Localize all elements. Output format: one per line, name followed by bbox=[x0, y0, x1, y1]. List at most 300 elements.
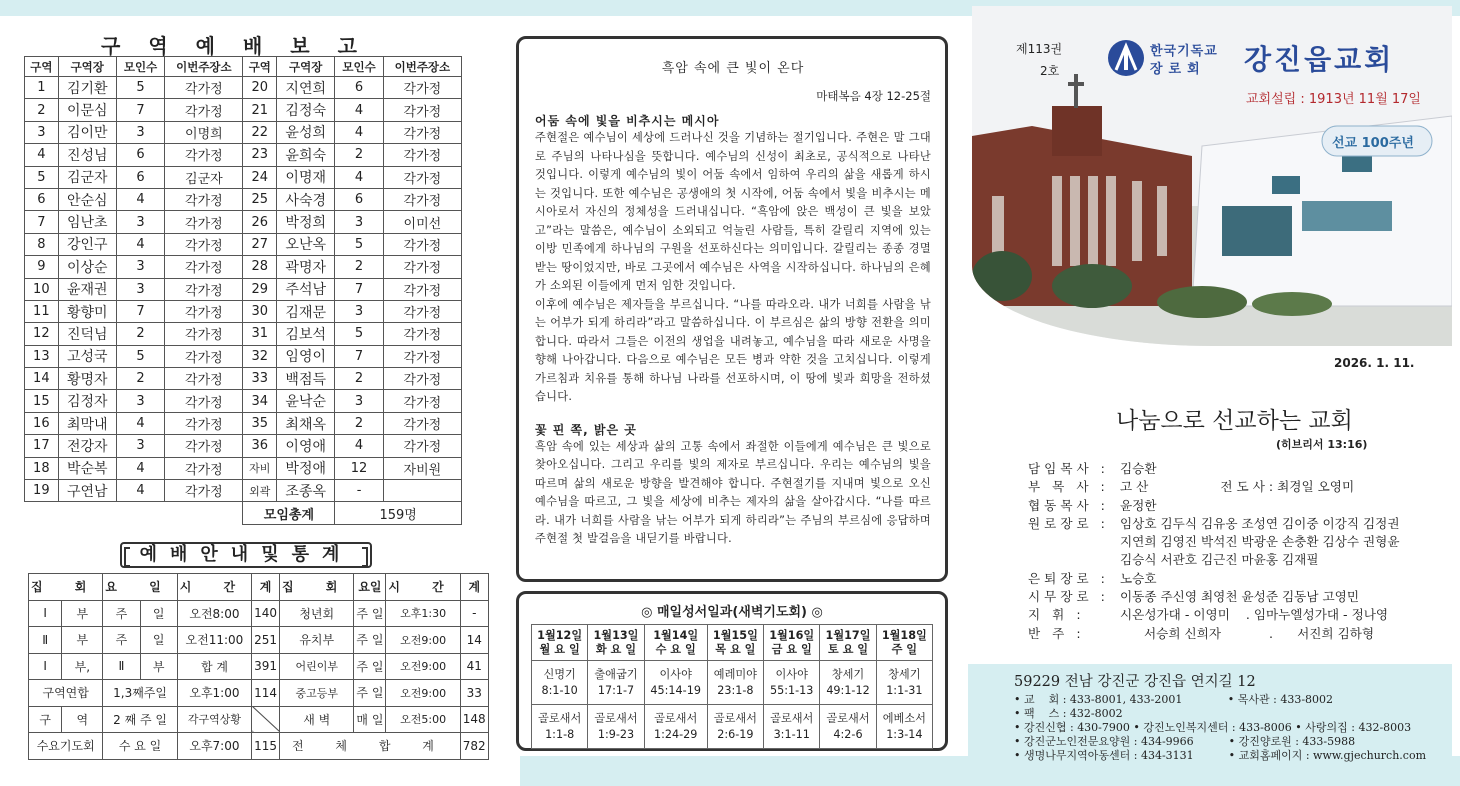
zone-cell: 29 bbox=[243, 278, 277, 300]
sermon-paragraph-1: 주현절은 예수님이 세상에 드러나신 것을 기념하는 절기입니다. 주현은 말 그대로 주님의 나타나심을 뜻합니다. 예수님의 신성이 최초로, 공식적으로 나타난 것입니다. 이렇게 예수님의 빛이 어둠 속에서 임하여 우리의 삶을 새롭게 하시는 것입니다. 또한 예수님은 공생애의 첫 시작에, 어둠 속에서 빛을 비추시는 메시아로서 자신의 정체성을 드러내십니다. “흑암에 앉은 백성이 큰 빛을 보았고”라는 말씀은, 예수님이 소외되고 억눌린 사람들, 특히 갈릴리 지역에 있는 이방 민족에게 하나님의 구원을 선포하신다는 의미입니다. 갈릴리는 종종 경멸받는 땅이었지만, 바로 그곳에서 예수님은 사역을 시작하십니다. 하나님의 은혜가 소외된 이들에게 먼저 임한 것입니다. bbox=[535, 131, 931, 292]
zone-cell: 외곽 bbox=[243, 480, 277, 502]
zone-row bbox=[25, 188, 462, 210]
service-name-2: 부, bbox=[62, 653, 103, 680]
service-day: 2 째 주 일 bbox=[103, 706, 177, 733]
zone-cell: 이문심 bbox=[58, 99, 116, 121]
service-day: 주 bbox=[103, 600, 140, 627]
zone-cell bbox=[383, 480, 461, 502]
svc-head-gathering: 집 회 bbox=[29, 574, 103, 601]
reading-second bbox=[644, 705, 707, 749]
zone-total-value: 159명 bbox=[335, 502, 462, 524]
zone-cell: 4 bbox=[335, 99, 383, 121]
service-name-right: 청년회 bbox=[280, 600, 354, 627]
service-day: Ⅱ bbox=[103, 653, 140, 680]
service-stats-title-frame bbox=[120, 542, 372, 568]
zone-cell: 최채옥 bbox=[277, 412, 335, 434]
zone-cell: 윤성희 bbox=[277, 121, 335, 143]
reading-first bbox=[588, 661, 644, 705]
zone-cell: 각가정 bbox=[383, 412, 461, 434]
zone-cell: 각가정 bbox=[165, 278, 243, 300]
zone-cell: 4 bbox=[116, 188, 164, 210]
reading-verse: 1:3-14 bbox=[886, 727, 923, 741]
zone-cell: 7 bbox=[335, 345, 383, 367]
staff-label: 은퇴장로 : bbox=[1028, 570, 1109, 586]
zone-cell: 곽명자 bbox=[277, 256, 335, 278]
service-count: 251 bbox=[252, 627, 280, 654]
zone-cell: 34 bbox=[243, 390, 277, 412]
service-name: 구 bbox=[29, 706, 62, 733]
reading-book: 골로새서 bbox=[654, 711, 698, 725]
contact-line: • 강진군노인전문요양원 : 434-9966 • 강진양로원 : 433-5988 bbox=[1014, 735, 1356, 748]
zone-cell: 20 bbox=[243, 77, 277, 99]
service-name-right: 중고등부 bbox=[280, 680, 354, 707]
zone-cell: 각가정 bbox=[383, 166, 461, 188]
church-name: 강진읍교회 bbox=[1244, 43, 1395, 76]
service-name-2: 부 bbox=[62, 600, 103, 627]
reading-date: 1월13일 bbox=[593, 628, 639, 642]
contact-line: • 강진신협 : 430-7900 • 강진노인복지센터 : 433-8006 • 사랑의집 : 432-8003 bbox=[1014, 721, 1412, 734]
service-row bbox=[29, 600, 489, 627]
reading-day-header bbox=[820, 625, 876, 661]
service-day-right: 주 일 bbox=[354, 600, 386, 627]
zone-cell: 24 bbox=[243, 166, 277, 188]
service-name-right: 어린이부 bbox=[280, 653, 354, 680]
zone-cell: 4 bbox=[116, 412, 164, 434]
reading-verse: 3:1-11 bbox=[773, 727, 810, 741]
zone-cell: 김기환 bbox=[58, 77, 116, 99]
service-time-right: 오전9:00 bbox=[386, 653, 460, 680]
zone-cell: 15 bbox=[25, 390, 59, 412]
zone-cell: 윤낙순 bbox=[277, 390, 335, 412]
zone-header-cell: 이번주장소 bbox=[165, 57, 243, 77]
zone-cell: 각가정 bbox=[165, 457, 243, 479]
zone-cell: 23 bbox=[243, 144, 277, 166]
zone-row bbox=[25, 278, 462, 300]
sermon-subtitle-2: 꽃 핀 쪽, 밝은 곳 bbox=[535, 422, 637, 437]
staff-names: 김승환 bbox=[1120, 461, 1157, 476]
svc-head-day: 요 일 bbox=[103, 574, 177, 601]
zone-row bbox=[25, 457, 462, 479]
zone-row bbox=[25, 256, 462, 278]
zone-cell: 7 bbox=[335, 278, 383, 300]
zone-cell: 김재문 bbox=[277, 300, 335, 322]
zone-cell: 27 bbox=[243, 233, 277, 255]
zone-cell: 김군자 bbox=[58, 166, 116, 188]
zone-cell: 6 bbox=[335, 188, 383, 210]
staff-row bbox=[1028, 570, 1448, 588]
service-count: 391 bbox=[252, 653, 280, 680]
zone-cell: 각가정 bbox=[165, 233, 243, 255]
reading-weekday: 금 요 일 bbox=[771, 642, 812, 656]
zone-cell: 3 bbox=[116, 211, 164, 233]
reading-weekday: 수 요 일 bbox=[655, 642, 696, 656]
zone-cell: 6 bbox=[116, 166, 164, 188]
svc-head-gathering-2: 집 회 bbox=[280, 574, 354, 601]
zone-cell: 각가정 bbox=[383, 233, 461, 255]
reading-day-header bbox=[532, 625, 588, 661]
service-day: 주 bbox=[103, 627, 140, 654]
zone-cell: 25 bbox=[243, 188, 277, 210]
reading-verse: 1:9-23 bbox=[597, 727, 635, 741]
reading-book: 이사야 bbox=[775, 667, 808, 681]
zone-cell: 4 bbox=[116, 233, 164, 255]
zone-header-cell: 구역장 bbox=[58, 57, 116, 77]
zone-row bbox=[25, 345, 462, 367]
service-stats-table bbox=[28, 573, 489, 760]
zone-cell: 박순복 bbox=[58, 457, 116, 479]
zone-total-row bbox=[25, 502, 462, 524]
zone-cell: 김이만 bbox=[58, 121, 116, 143]
svc-head-count: 계 bbox=[252, 574, 280, 601]
reading-date: 1월16일 bbox=[769, 628, 815, 642]
service-count-right: 782 bbox=[460, 733, 488, 760]
service-time-right: 오후1:30 bbox=[386, 600, 460, 627]
zone-cell: 각가정 bbox=[165, 435, 243, 457]
zone-cell: 백점득 bbox=[277, 368, 335, 390]
reading-weekday: 주 일 bbox=[891, 642, 918, 656]
service-row bbox=[29, 733, 489, 760]
zone-cell: 박정애 bbox=[277, 457, 335, 479]
zone-row bbox=[25, 77, 462, 99]
service-day: 수 요 일 bbox=[103, 733, 177, 760]
zone-cell: 6 bbox=[335, 77, 383, 99]
zone-cell: 3 bbox=[335, 300, 383, 322]
zone-cell: 고성국 bbox=[58, 345, 116, 367]
service-count: 114 bbox=[252, 680, 280, 707]
reading-weekday: 월 요 일 bbox=[539, 642, 580, 656]
service-name-2: 부 bbox=[62, 627, 103, 654]
reading-first bbox=[532, 661, 588, 705]
reading-book: 골로새서 bbox=[770, 711, 814, 725]
zone-cell: 이상순 bbox=[58, 256, 116, 278]
sermon-paragraph-2: 이후에 예수님은 제자들을 부르십니다. “나를 따라오라. 내가 너희를 사람을 낚는 어부가 되게 하리라”라고 말씀하십니다. 이 부르심은 삶의 방향 전환을 의미합니다. 따라서 그들은 이전의 생업을 내려놓고, 예수님을 따라 새로운 사명을 향해 나아갑니다. 다음으로 예수님은 모든 병과 약한 것을 고치십니다. 이렇게 가르침과 치유를 통해 하나님 나라를 선포하시며, 이 땅에 빛과 희망을 전하셨습니다. bbox=[535, 297, 931, 403]
zone-cell: 자비 bbox=[243, 457, 277, 479]
reading-book: 이사야 bbox=[659, 667, 692, 681]
zone-cell: 3 bbox=[116, 256, 164, 278]
church-logo-icon bbox=[1108, 40, 1144, 76]
zone-cell: 30 bbox=[243, 300, 277, 322]
reading-verse: 55:1-13 bbox=[770, 683, 814, 697]
zone-cell: 이명희 bbox=[165, 121, 243, 143]
zone-cell: 임난초 bbox=[58, 211, 116, 233]
svc-head-count-2: 계 bbox=[460, 574, 488, 601]
zone-cell: 각가정 bbox=[165, 412, 243, 434]
staff-label: 부 목 사 : bbox=[1028, 479, 1109, 495]
reading-date: 1월12일 bbox=[537, 628, 583, 642]
zone-cell: 13 bbox=[25, 345, 59, 367]
banner-text: 선교 100주년 bbox=[1332, 136, 1414, 151]
zone-cell: 5 bbox=[335, 233, 383, 255]
issue-number: 2호 bbox=[1040, 64, 1060, 78]
zone-header-cell: 모인수 bbox=[116, 57, 164, 77]
zone-cell: 이영애 bbox=[277, 435, 335, 457]
zone-cell: 18 bbox=[25, 457, 59, 479]
sermon-subtitle-1: 어둠 속에 빛을 비추시는 메시아 bbox=[535, 114, 720, 128]
zone-cell: 1 bbox=[25, 77, 59, 99]
service-day-right: 주 일 bbox=[354, 627, 386, 654]
zone-cell: 각가정 bbox=[383, 390, 461, 412]
contact-line: • 생명나무지역아동센터 : 434-3131 • 교회홈페이지 : www.gjechurch.com bbox=[1014, 749, 1426, 762]
zone-cell: 19 bbox=[25, 480, 59, 502]
zone-cell: 각가정 bbox=[383, 435, 461, 457]
zone-row bbox=[25, 233, 462, 255]
reading-book: 골로새서 bbox=[826, 711, 870, 725]
zone-cell: 2 bbox=[335, 368, 383, 390]
zone-cell: 각가정 bbox=[165, 345, 243, 367]
zone-cell: 각가정 bbox=[383, 144, 461, 166]
service-count-right: 14 bbox=[460, 627, 488, 654]
zone-cell: 14 bbox=[25, 368, 59, 390]
reading-verse: 1:24-29 bbox=[653, 727, 698, 741]
service-count-right: 148 bbox=[460, 706, 488, 733]
zone-cell: 김정숙 bbox=[277, 99, 335, 121]
zone-cell: 황명자 bbox=[58, 368, 116, 390]
reading-book: 신명기 bbox=[543, 667, 576, 681]
zone-cell: 각가정 bbox=[383, 323, 461, 345]
zone-cell: 5 bbox=[335, 323, 383, 345]
zone-row bbox=[25, 435, 462, 457]
zone-cell: 각가정 bbox=[383, 345, 461, 367]
reading-day-header bbox=[764, 625, 820, 661]
reading-first bbox=[707, 661, 763, 705]
service-time-right: 오전5:00 bbox=[386, 706, 460, 733]
zone-row bbox=[25, 166, 462, 188]
reading-verse: 23:1-8 bbox=[717, 683, 754, 697]
reading-verse: 1:1-8 bbox=[545, 727, 575, 741]
zone-cell: 주석남 bbox=[277, 278, 335, 300]
zone-cell: 4 bbox=[335, 166, 383, 188]
contact-line: • 교 회 : 433-8001, 433-2001 • 목사관 : 433-8002 bbox=[1014, 693, 1334, 706]
reading-book: 창세기 bbox=[831, 667, 865, 681]
church-address: 59229 전남 강진군 강진읍 연지길 12 bbox=[1014, 674, 1256, 690]
zone-cell: 강인구 bbox=[58, 233, 116, 255]
svc-head-time-2: 시 간 bbox=[386, 574, 460, 601]
staff-list bbox=[1028, 460, 1448, 643]
zone-cell: 6 bbox=[25, 188, 59, 210]
staff-row bbox=[1028, 625, 1448, 643]
contact-box bbox=[968, 664, 1452, 762]
zone-cell: 윤재권 bbox=[58, 278, 116, 300]
zone-row bbox=[25, 390, 462, 412]
service-count: 115 bbox=[252, 733, 280, 760]
staff-row bbox=[1028, 497, 1448, 515]
service-name: Ⅱ bbox=[29, 627, 62, 654]
svc-head-day-2: 요일 bbox=[354, 574, 386, 601]
reading-weekday: 토 요 일 bbox=[827, 642, 869, 656]
service-count: 140 bbox=[252, 600, 280, 627]
motto-reference: (히브리서 13:16) bbox=[1276, 438, 1368, 451]
zone-row bbox=[25, 300, 462, 322]
zone-cell: 32 bbox=[243, 345, 277, 367]
service-name-right: 유치부 bbox=[280, 627, 354, 654]
zone-cell: 각가정 bbox=[383, 188, 461, 210]
zone-cell: 윤희숙 bbox=[277, 144, 335, 166]
zone-row bbox=[25, 412, 462, 434]
service-time: 오전11:00 bbox=[177, 627, 251, 654]
reading-second bbox=[707, 705, 763, 749]
service-row bbox=[29, 706, 489, 733]
zone-cell: 36 bbox=[243, 435, 277, 457]
zone-cell: 각가정 bbox=[383, 77, 461, 99]
zone-cell: 9 bbox=[25, 256, 59, 278]
service-row bbox=[29, 653, 489, 680]
staff-names: 고 산 전 도 사 : 최경일 오영미 bbox=[1120, 479, 1355, 495]
service-name: Ⅰ bbox=[29, 600, 62, 627]
zone-total-label: 모임총계 bbox=[243, 502, 335, 524]
zone-cell: 각가정 bbox=[165, 188, 243, 210]
zone-cell: 6 bbox=[116, 144, 164, 166]
service-time: 오후1:00 bbox=[177, 680, 251, 707]
zone-cell: 사숙경 bbox=[277, 188, 335, 210]
zone-cell: 각가정 bbox=[165, 99, 243, 121]
denomination-line-1: 한국기독교 bbox=[1150, 44, 1218, 59]
reading-book: 예레미야 bbox=[713, 667, 757, 681]
zone-cell: 각가정 bbox=[383, 368, 461, 390]
zone-cell: 각가정 bbox=[383, 99, 461, 121]
reading-verse: 45:14-19 bbox=[650, 683, 701, 697]
reading-second bbox=[820, 705, 876, 749]
zone-header-cell: 구역장 bbox=[277, 57, 335, 77]
zone-report-table bbox=[24, 56, 462, 525]
service-time-right: 오전9:00 bbox=[386, 627, 460, 654]
sermon-title: 흑암 속에 큰 빛이 온다 bbox=[661, 61, 805, 76]
founded-date: 교회설립 : 1913년 11월 17일 bbox=[1246, 92, 1421, 107]
service-day-right: 매 일 bbox=[354, 706, 386, 733]
service-count-right: 33 bbox=[460, 680, 488, 707]
zone-row bbox=[25, 368, 462, 390]
zone-cell: 31 bbox=[243, 323, 277, 345]
zone-cell: 각가정 bbox=[383, 278, 461, 300]
reading-verse: 8:1-10 bbox=[541, 683, 578, 697]
zone-row bbox=[25, 480, 462, 502]
zone-cell: 4 bbox=[335, 435, 383, 457]
zone-cell: 5 bbox=[25, 166, 59, 188]
service-day-right: 주 일 bbox=[354, 653, 386, 680]
service-name: 수요기도회 bbox=[29, 733, 103, 760]
zone-cell: 8 bbox=[25, 233, 59, 255]
service-count bbox=[252, 706, 280, 733]
reading-day-header bbox=[588, 625, 644, 661]
zone-cell: 7 bbox=[25, 211, 59, 233]
zone-cell: 3 bbox=[335, 390, 383, 412]
zone-cell: 12 bbox=[25, 323, 59, 345]
zone-cell: 진성님 bbox=[58, 144, 116, 166]
staff-names: 지연희 김영진 박석진 박광운 손충환 김상수 권형윤 bbox=[1120, 534, 1400, 550]
zone-cell: 10 bbox=[25, 278, 59, 300]
zone-cell: 조종옥 bbox=[277, 480, 335, 502]
zone-cell: 각가정 bbox=[165, 144, 243, 166]
zone-cell: 33 bbox=[243, 368, 277, 390]
denomination-line-2: 장로회 bbox=[1150, 62, 1206, 77]
zone-cell: 3 bbox=[25, 121, 59, 143]
zone-cell: 5 bbox=[116, 77, 164, 99]
daily-reading-table bbox=[531, 624, 933, 749]
reading-date: 1월17일 bbox=[825, 628, 871, 642]
zone-cell: - bbox=[335, 480, 383, 502]
staff-row bbox=[1028, 533, 1448, 551]
staff-names: 이동종 주신영 최영천 윤성준 김동남 고영민 bbox=[1120, 589, 1359, 605]
reading-day-header bbox=[876, 625, 932, 661]
daily-reading-title: ◎ 매일성서일과(새벽기도회) ◎ bbox=[641, 605, 823, 620]
reading-weekday: 목 요 일 bbox=[715, 642, 756, 656]
service-time: 오후7:00 bbox=[177, 733, 251, 760]
zone-cell: 4 bbox=[335, 121, 383, 143]
zone-header-cell: 구역 bbox=[25, 57, 59, 77]
zone-cell: 이명재 bbox=[277, 166, 335, 188]
staff-row bbox=[1028, 606, 1448, 624]
service-name-2: 역 bbox=[62, 706, 103, 733]
staff-label: 지 휘 : bbox=[1028, 607, 1085, 623]
staff-row bbox=[1028, 478, 1448, 496]
reading-verse: 2:6-19 bbox=[717, 727, 754, 741]
zone-cell: 12 bbox=[335, 457, 383, 479]
zone-cell: 박정희 bbox=[277, 211, 335, 233]
staff-names: 서승희 신희자 . 서진희 김하형 bbox=[1120, 625, 1375, 641]
reading-day-header bbox=[644, 625, 707, 661]
service-day-2: 일 bbox=[140, 600, 177, 627]
staff-names: 시온성가대 - 이영미 . 임마누엘성가대 - 정나영 bbox=[1120, 607, 1389, 623]
staff-names: 임상호 김두식 김유옹 조성연 김이중 이강직 김정권 bbox=[1120, 515, 1400, 531]
zone-cell: 17 bbox=[25, 435, 59, 457]
zone-cell: 2 bbox=[335, 144, 383, 166]
reading-second bbox=[876, 705, 932, 749]
zone-cell: 26 bbox=[243, 211, 277, 233]
zone-cell: 진덕님 bbox=[58, 323, 116, 345]
reading-second bbox=[532, 705, 588, 749]
staff-label: 시무장로 : bbox=[1028, 589, 1109, 605]
zone-cell: 4 bbox=[116, 480, 164, 502]
zone-report-section bbox=[24, 30, 462, 525]
staff-names: 윤정한 bbox=[1120, 497, 1157, 513]
staff-label bbox=[1028, 533, 1120, 551]
reading-day-header bbox=[707, 625, 763, 661]
zone-cell: 4 bbox=[116, 457, 164, 479]
zone-cell: 최막내 bbox=[58, 412, 116, 434]
zone-cell: 각가정 bbox=[165, 77, 243, 99]
zone-cell: 황향미 bbox=[58, 300, 116, 322]
zone-cell: 35 bbox=[243, 412, 277, 434]
zone-cell: 전강자 bbox=[58, 435, 116, 457]
zone-cell: 7 bbox=[116, 99, 164, 121]
reading-book: 창세기 bbox=[888, 667, 921, 681]
zone-cell: 21 bbox=[243, 99, 277, 121]
zone-cell: 11 bbox=[25, 300, 59, 322]
service-row bbox=[29, 627, 489, 654]
zone-cell: 3 bbox=[116, 278, 164, 300]
reading-book: 에베소서 bbox=[882, 711, 926, 725]
sermon-paragraph-3: 흑암 속에 있는 세상과 삶의 고통 속에서 좌절한 이들에게 예수님은 큰 빛으로 찾아오십니다. 그리고 우리를 빛의 제자로 부르십니다. 우리는 예수님의 빛을 따르며 삶의 새로운 방향을 발견해야 합니다. 주현절기를 지내며 빛으로 오신 예수님을 따르고, 그 빛을 세상에 비추는 제자의 삶을 살아갑시다. “나를 따르라. 내가 너희를 사람을 낚는 어부가 되게 하리라”는 주님의 부르심에 응답하며 주현절 첫 발걸음을 내딛기를 바랍니다. bbox=[535, 439, 931, 545]
zone-cell: 각가정 bbox=[165, 480, 243, 502]
service-time: 합 계 bbox=[177, 653, 251, 680]
zone-cell: 2 bbox=[25, 99, 59, 121]
reading-weekday: 화 요 일 bbox=[595, 642, 637, 656]
service-time: 오전8:00 bbox=[177, 600, 251, 627]
svc-head-time: 시 간 bbox=[177, 574, 251, 601]
zone-report-title: 구역예배보고 bbox=[101, 34, 385, 58]
zone-cell: 이미선 bbox=[383, 211, 461, 233]
church-motto: 나눔으로 선교하는 교회 bbox=[1116, 408, 1353, 434]
issue-volume: 제113권 bbox=[1016, 42, 1063, 56]
reading-verse: 1:1-31 bbox=[886, 683, 923, 697]
zone-cell: 3 bbox=[116, 390, 164, 412]
reading-verse: 17:1-7 bbox=[597, 683, 635, 697]
contact-line: • 팩 스 : 432-8002 bbox=[1014, 707, 1123, 720]
reading-first bbox=[820, 661, 876, 705]
staff-names: 김승식 서관호 김근진 마윤홍 김재필 bbox=[1120, 552, 1319, 568]
staff-row bbox=[1028, 551, 1448, 569]
staff-label: 반 주 : bbox=[1028, 625, 1085, 641]
zone-cell: 각가정 bbox=[383, 256, 461, 278]
